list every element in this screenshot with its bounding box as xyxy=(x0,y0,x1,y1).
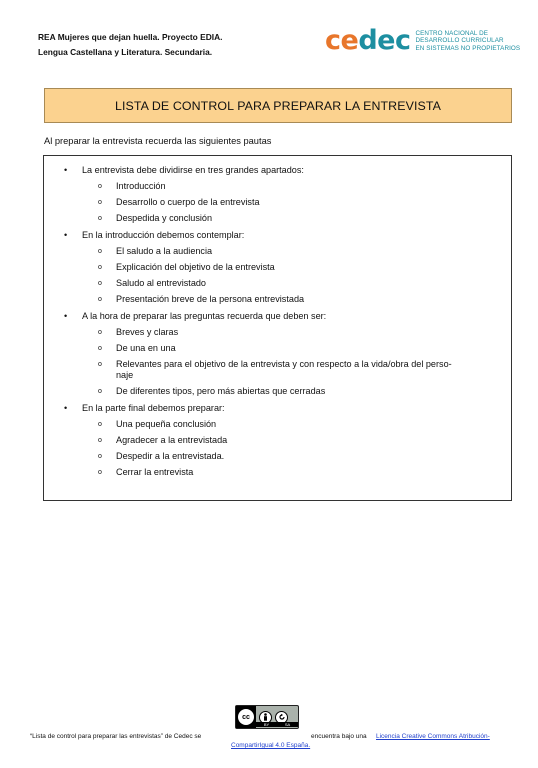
sub-item-label: Saludo al entrevistado xyxy=(116,278,206,288)
sub-item-label: Explicación del objetivo de la entrevista xyxy=(116,262,275,272)
header-text xyxy=(38,30,222,60)
circle-bullet-icon: o xyxy=(98,388,102,395)
sub-item-label: Presentación breve de la persona entrevistada xyxy=(116,294,305,304)
list-item xyxy=(64,165,304,175)
sub-list-item xyxy=(98,246,498,257)
cc-logo-icon: cc xyxy=(236,706,256,728)
circle-bullet-icon: o xyxy=(98,437,102,444)
circle-bullet-icon: o xyxy=(98,296,102,303)
circle-bullet-icon: o xyxy=(98,183,102,190)
bullet-icon: • xyxy=(64,311,68,321)
list-item xyxy=(64,311,326,321)
license-link-continuation[interactable]: CompartirIgual 4.0 España. xyxy=(231,742,311,749)
circle-bullet-icon: o xyxy=(98,248,102,255)
sub-list-item xyxy=(98,359,498,370)
sub-list-item xyxy=(98,451,498,462)
cc-by-sa-badge[interactable] xyxy=(235,705,299,729)
footer-middle-text: encuentra bajo una xyxy=(311,733,367,740)
sub-item-label: Agradecer a la entrevistada xyxy=(116,435,228,445)
intro-text: Al preparar la entrevista recuerda las siguientes pautas xyxy=(44,136,272,146)
header-line-2: Lengua Castellana y Literatura. Secundaria. xyxy=(38,47,213,57)
sub-list-item xyxy=(98,197,498,208)
cc-sa-label: SA xyxy=(284,722,291,727)
circle-bullet-icon: o xyxy=(98,345,102,352)
sub-item-label: Una pequeña conclusión xyxy=(116,419,217,429)
circle-bullet-icon: o xyxy=(98,264,102,271)
circle-bullet-icon: o xyxy=(98,361,102,368)
sub-list-item xyxy=(98,467,498,478)
list-item-label: En la parte final debemos preparar: xyxy=(82,403,225,413)
sub-list-item xyxy=(98,181,498,192)
list-item-label: En la introducción debemos contemplar: xyxy=(82,230,245,240)
circle-bullet-icon: o xyxy=(98,469,102,476)
sub-item-label: Desarrollo o cuerpo de la entrevista xyxy=(116,197,260,207)
sub-list-item xyxy=(98,327,498,338)
list-item-label: A la hora de preparar las preguntas recuerda que deben ser: xyxy=(82,311,327,321)
cedec-logo xyxy=(325,27,520,55)
sub-item-label: El saludo a la audiencia xyxy=(116,246,213,256)
sub-list-item xyxy=(98,213,498,224)
title-banner xyxy=(44,88,512,123)
list-item-label: La entrevista debe dividirse en tres grandes apartados: xyxy=(82,165,304,175)
bullet-icon: • xyxy=(64,230,68,240)
sub-item-label: Introducción xyxy=(116,181,166,191)
logo-sub-line-1: CENTRO NACIONAL DE xyxy=(415,30,489,38)
sub-item-label: Despedir a la entrevistada. xyxy=(116,451,225,461)
bullet-icon: • xyxy=(64,403,68,413)
sub-list-item xyxy=(98,419,498,430)
circle-bullet-icon: o xyxy=(98,280,102,287)
sub-item-label: Relevantes para el objetivo de la entrevista y con respecto a la vida/obra del perso- xyxy=(116,359,452,369)
page-title: LISTA DE CONTROL PARA PREPARAR LA ENTREVISTA xyxy=(115,98,441,113)
circle-bullet-icon: o xyxy=(98,329,102,336)
list-item xyxy=(64,403,225,413)
sub-list-item xyxy=(98,386,498,397)
sub-item-label: De diferentes tipos, pero más abiertas que cerradas xyxy=(116,386,326,396)
bullet-icon: • xyxy=(64,165,68,175)
logo-sub-line-2: DESARROLLO CURRICULAR xyxy=(415,37,504,45)
sub-item-label: De una en una xyxy=(116,343,176,353)
sub-item-label: Despedida y conclusión xyxy=(116,213,213,223)
sub-list-item-continuation xyxy=(98,370,498,381)
logo-word-teal: dec xyxy=(358,25,411,56)
footer-attribution: “Lista de control para preparar las entrevistas” de Cedec se xyxy=(30,733,202,740)
sub-item-label: Breves y claras xyxy=(116,327,179,337)
checklist-panel xyxy=(43,155,512,501)
logo-wordmark xyxy=(325,27,410,55)
header-line-1: REA Mujeres que dejan huella. Proyecto EDIA. xyxy=(38,32,223,42)
sub-item-label: naje xyxy=(116,370,134,380)
list-item xyxy=(64,230,244,240)
logo-subtitle xyxy=(415,30,520,52)
circle-bullet-icon: o xyxy=(98,421,102,428)
sub-list-item xyxy=(98,294,498,305)
license-link[interactable]: Licencia Creative Commons Atribución- xyxy=(376,733,490,740)
sub-list-item xyxy=(98,262,498,273)
logo-sub-line-3: EN SISTEMAS NO PROPIETARIOS xyxy=(415,44,521,52)
sub-list-item xyxy=(98,343,498,354)
circle-bullet-icon: o xyxy=(98,199,102,206)
circle-bullet-icon: o xyxy=(98,215,102,222)
sub-list-item xyxy=(98,435,498,446)
sub-list-item xyxy=(98,278,498,289)
logo-word-orange: ce xyxy=(325,25,359,56)
sub-item-label: Cerrar la entrevista xyxy=(116,467,194,477)
circle-bullet-icon: o xyxy=(98,453,102,460)
cc-by-label: BY xyxy=(263,722,270,727)
